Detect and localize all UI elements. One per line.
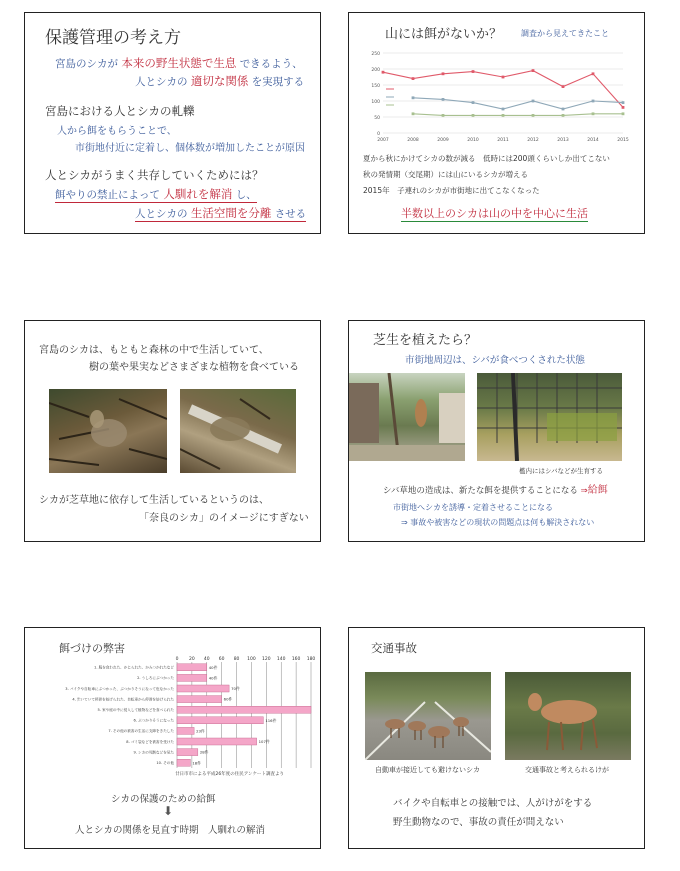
bar-value-label: 28件	[199, 749, 209, 755]
data-point	[412, 77, 415, 80]
bar	[177, 696, 222, 703]
data-point	[472, 114, 475, 117]
data-point	[532, 100, 535, 103]
data-point	[592, 112, 595, 115]
data-point	[622, 106, 625, 109]
data-point	[562, 85, 565, 88]
deer-in-forest-photo-1	[49, 389, 167, 473]
data-point	[562, 114, 565, 117]
bar	[177, 759, 190, 766]
x-tick-label: 2012	[527, 138, 539, 143]
slide6-caption1: 自動車が接近しても避けないシカ	[375, 766, 480, 774]
slide1-point2: 人とシカの 生活空間を分離 させる	[135, 206, 307, 220]
slide2-text2: 秋の発情期（交尾期）には山にいるシカが増える	[363, 170, 528, 179]
data-point	[442, 72, 445, 75]
bar-value-label: 107件	[258, 739, 270, 745]
bar	[177, 727, 194, 734]
slide6-line2: 野生動物なので、事故の責任が問えない	[393, 817, 564, 828]
x-tick-label: 2009	[437, 138, 449, 143]
deer-in-forest-photo-2	[180, 389, 296, 473]
data-point	[502, 114, 505, 117]
data-point	[412, 96, 415, 99]
bar	[177, 717, 263, 724]
deer-count-line-chart	[361, 47, 629, 147]
x-tick-label: 60	[218, 657, 225, 662]
slide1-para1: 人から餌をもらうことで、	[57, 126, 177, 137]
bar	[177, 664, 207, 671]
slide-6	[348, 627, 645, 849]
x-tick-label: 160	[291, 657, 301, 662]
slide2-text3: 2015年 子連れのシカが市街地に出てこなくなった	[363, 186, 540, 195]
bar-category-label: 4. 歩いていて停滞を妨げられた、自転車から停滞を妨げられた	[72, 697, 174, 702]
x-tick-label: 2008	[407, 138, 419, 143]
x-tick-label: 120	[262, 657, 271, 662]
slide4-line1: シバ草地の造成は、新たな餌を提供することになる ⇒給餌	[383, 485, 608, 496]
bar	[177, 749, 198, 756]
x-tick-label: 2013	[557, 138, 569, 143]
down-arrow-icon: ⬇	[163, 804, 174, 818]
data-point	[442, 98, 445, 101]
y-tick-label: 50	[374, 116, 380, 121]
slide3-line1: 宮島のシカは、もともと森林の中で生活していて、	[39, 345, 269, 356]
bar-category-label: 2. うしろにぶつかった	[137, 676, 174, 681]
slide1-para2: 市街地付近に定着し、個体数が増加したことが原因	[75, 143, 305, 154]
slide1-point1: 餌やりの禁止によって 人馴れを解消 し、	[55, 187, 257, 201]
y-tick-label: 250	[371, 52, 380, 57]
data-point	[472, 101, 475, 104]
bar-category-label: 7. その他の被害の生活に支障をきたした	[108, 729, 174, 734]
y-tick-label: 100	[371, 100, 380, 105]
x-tick-label: 2007	[377, 138, 389, 143]
slide2-text1: 夏から秋にかけてシカの数が減る 低時には200頭くらいしか出てこない	[363, 154, 610, 163]
x-tick-label: 140	[276, 657, 286, 662]
x-tick-label: 2010	[467, 138, 479, 143]
fenced-grass-photo	[477, 373, 622, 461]
bar-value-label: 60件	[223, 696, 233, 702]
x-tick-label: 20	[189, 657, 195, 662]
slide1-line1: 宮島のシカが 本来の野生状態で生息 できるよう、	[55, 56, 303, 70]
slide2-title: 山には餌がないか？	[385, 27, 503, 42]
slide5-bottom2: 人とシカの関係を見直す時期 人馴れの解消	[75, 825, 266, 836]
y-tick-label: 150	[371, 84, 380, 89]
slide6-caption2: 交通事故と考えられるけが	[525, 766, 609, 774]
bar	[177, 685, 229, 692]
bar-value-label: 40件	[208, 664, 218, 670]
slide-1	[24, 12, 321, 234]
slide-3	[24, 320, 321, 542]
data-point	[592, 100, 595, 103]
x-tick-label: 80	[233, 657, 240, 662]
data-point	[502, 76, 505, 79]
slide2-subtitle: 調査から見えてきたこと	[521, 29, 609, 38]
bar-value-label: 23件	[196, 728, 205, 734]
x-tick-label: 100	[247, 657, 256, 662]
data-point	[412, 112, 415, 115]
y-tick-label: 0	[377, 132, 380, 137]
series-line-2	[413, 98, 623, 109]
slide-5	[24, 627, 321, 849]
bar-value-label: 40件	[208, 675, 218, 681]
series-line-3	[413, 114, 623, 116]
slide-2	[348, 12, 645, 234]
slide5-source: 廿日市市による平成26年度の住民アンケート調査より	[175, 772, 284, 777]
bar-category-label: 3. バイクや自転車にぶつかった、ぶつかりそうになって危なかった	[65, 686, 174, 691]
bar-value-label: 70件	[231, 686, 240, 692]
slide1-heading2: 宮島における人とシカの軋轢	[45, 104, 195, 118]
slide4-subtitle: 市街地周辺は、シバが食べつくされた状態	[405, 355, 585, 366]
slide1-line2: 人とシカの 適切な関係 を実現する	[135, 74, 305, 88]
data-point	[622, 112, 625, 115]
x-tick-label: 2015	[617, 138, 629, 143]
slide3-bottom2: 「奈良のシカ」のイメージにすぎない	[139, 513, 309, 524]
slide4-line2: 市街地へシカを誘導・定着させることになる	[393, 503, 553, 512]
data-point	[622, 101, 625, 104]
slide4-title: 芝生を植えたら？	[373, 333, 478, 348]
slide6-line1: バイクや自転車との接触では、人がけがをする	[393, 798, 593, 809]
bar-category-label: 10. その他	[156, 760, 174, 765]
bar	[177, 706, 311, 713]
bar-category-label: 9. シカの死骸などを見た	[133, 750, 174, 755]
slide1-title: 保護管理の考え方	[45, 28, 181, 48]
x-tick-label: 180	[306, 657, 316, 662]
slide3-bottom1: シカが芝草地に依存して生活しているというのは、	[39, 495, 269, 506]
data-point	[502, 108, 505, 111]
y-tick-label: 200	[371, 68, 380, 73]
slide2-conclusion: 半数以上のシカは山の中を中心に生活	[401, 207, 588, 220]
x-tick-label: 40	[203, 657, 210, 662]
x-tick-label: 0	[175, 657, 179, 662]
slide-4	[348, 320, 645, 542]
slide5-title: 餌づけの弊害	[59, 642, 125, 655]
data-point	[562, 108, 565, 111]
deer-on-road-photo	[365, 672, 491, 760]
bar-category-label: 6. ぶつかりそうになった	[133, 718, 174, 723]
deer-urban-photo	[349, 373, 465, 461]
bar-category-label: 8. ゴミ袋などを被害を受けた	[126, 739, 174, 744]
bar-value-label: 18件	[192, 760, 202, 766]
bar	[177, 674, 207, 681]
slide3-line2: 樹の葉や果実などさまざまな植物を食べている	[89, 362, 299, 373]
bar	[177, 738, 257, 745]
slide4-caption: 檻内にはシバなどが生育する	[519, 467, 604, 475]
slide1-heading3: 人とシカがうまく共存していくためには？	[45, 168, 264, 182]
x-tick-label: 2011	[497, 138, 509, 143]
bar-category-label: 1. 服を食われた、かじられた、かみつかれたなど	[94, 665, 174, 670]
bar-category-label: 5. 家や庭の中に侵入して植物などを食べられた	[97, 707, 174, 712]
injured-deer-photo	[505, 672, 631, 760]
slide6-title: 交通事故	[371, 641, 417, 655]
data-point	[532, 114, 535, 117]
bar-value-label: 116件	[265, 717, 277, 723]
x-tick-label: 2014	[587, 138, 599, 143]
data-point	[532, 69, 535, 72]
data-point	[382, 71, 385, 74]
slide5-bottom1: シカの保護のための給餌	[111, 794, 216, 805]
data-point	[442, 114, 445, 117]
slide4-line3: ⇒ 事故や被害などの現状の問題点は何も解決されない	[401, 518, 595, 527]
data-point	[592, 72, 595, 75]
data-point	[472, 70, 475, 73]
